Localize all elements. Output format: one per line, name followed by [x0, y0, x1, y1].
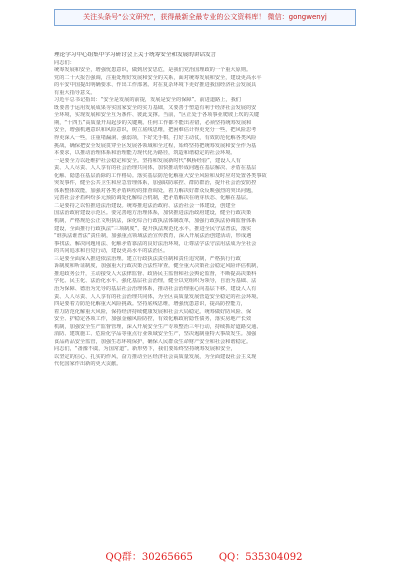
- text-line: 挑战，确保把安全发展贯穿全区发展各领域和全过程，始终坚持把统筹发展和安全作为基: [54, 142, 257, 149]
- top-banner: [54, 9, 356, 26]
- text-line: 责、人人尽责、人人享有的社会治理共同体，加快推动形成问题在基层解决、矛盾在基层: [54, 165, 257, 172]
- text-line: 得更深入一些，注重堵漏洞、强弱项，下好先手棋，打好主动仗，有效防范化解各类风险: [54, 135, 257, 142]
- text-line: 三是要全面深入推进依法治理。建立行政执法责任制和责任追究制，严格执行行政: [54, 255, 241, 262]
- text-line: 建设，全面推行行政执法“三项制度”，提升执法规范化水平，推进全民守法普法，落实: [54, 225, 252, 232]
- qq-group-text: QQ群：30265665: [105, 551, 193, 563]
- text-line: 的共同追求和自觉行动，建设更高水平的法治区。: [54, 248, 169, 255]
- text-line: 既要善于运用发展成果夯实国家安全的实力基础，又要善于塑造有利于经济社会发展的安: [54, 104, 257, 111]
- text-line: 事找法、解决问题用法、化解矛盾靠法的良好法治环境，让尊法学法守法用法成为全社会: [54, 240, 257, 247]
- text-line: 推进政务公开，主动接受人大法律监督、政协民主监督和社会舆论监督，不断提高决策科: [54, 270, 257, 277]
- text-line: 国法治政府建设示范区。要完善地方治理体系，加快推进法治政府建设，健全行政决策: [54, 210, 252, 217]
- text-line: 治为保障、德治为先导的基层社会治理体系，推动社会治理重心向基层下移，建设人人有: [54, 285, 257, 292]
- text-line: 学化、民主化、法治化水平。强化基层社会治理，健全以党组织为领导，自治为基础、法: [54, 278, 257, 285]
- text-line: 四是要着力防范化解重大风险挑战。坚持底线思维，增强忧患意识，提高防控能力，: [54, 301, 246, 308]
- text-line: 着力防范化解重大风险，保持经济持续健康发展和社会大局稳定。统筹做好防风险、保: [54, 308, 252, 315]
- text-line: 一是要全力以赴维护社会稳定和安全。坚持和发展新时代“枫桥经验”，建设人人有: [54, 157, 241, 164]
- text-line: 完善社会矛盾纠纷多元预防调处化解综合机制，把矛盾解决在萌芽状态、化解在基层。: [54, 195, 252, 202]
- text-line: 消防、建筑施工、危险化学品等重点行业领域安全生产，坚决遏制重特大事故发生。加强: [54, 331, 257, 338]
- text-line: 体系整体效能，加强对各类矛盾纠纷的排查调处，着力解决好群众反映强烈的突出问题，: [54, 187, 257, 194]
- text-line: 化解、隐患在基层消除的工作格局。落实基层防范化解重大安全风险和及时应对处置各类事故: [54, 172, 267, 179]
- banner-text: 关注头条号“公文研究”，获得最新全最专业的公文资料库！ 微信：gongwenyj: [83, 13, 327, 21]
- text-line: 诉制度和听证制度，加强重大行政决策合法性审查，健全重大决策社会稳定风险评估机制，: [54, 263, 262, 270]
- text-line: 安全、护稳定各项工作，加强金融风险防控，有效化解政府隐性债务，落实房地产长效: [54, 316, 252, 323]
- text-line: 食品药品安全监管，加强生态环境保护，确保人民群众生命财产安全和社会和谐稳定。: [54, 338, 252, 345]
- qq-text: QQ：535304092: [218, 551, 303, 563]
- text-line: 机制，严格规范公正文明执法，深化综合行政执法体制改革，加强行政执法协调监督体系: [54, 218, 257, 225]
- text-line: “谁执法谁普法”责任制，加强重点领域法治宣传教育，深入开展法治创建活动，形成遇: [54, 233, 252, 240]
- text-line: 责、人人尽责、人人享有的社会治理共同体，为全区高质量发展营造安全稳定的社会环境。: [54, 293, 262, 300]
- text-line: 机制，加强安全生产监督管理，深入开展安全生产专项整治三年行动，持续抓好道路交通、: [54, 323, 262, 330]
- text-line: 统筹发展和安全，增强忧患意识，做到居安思危，是我们党治国理政的一个重大原则。: [54, 67, 252, 74]
- text-line: 安全，增强机遇意识和风险意识，树立底线思维，把困难估计得更充分一些，把风险思考: [54, 127, 257, 134]
- text-line: 同志们，“备豫不虞，为国常道”。新形势下，我们要始终坚持统筹发展和安全，: [54, 346, 236, 353]
- salutation: 同志们：: [54, 59, 75, 66]
- document-title: 理论学习中心组集中学习研讨会上关于统筹安全和发展的讲话发言: [54, 52, 217, 58]
- text-line: 本要求，以推动治理体系和治理能力现代化为路径，筑造和谐稳定的社会环境。: [54, 150, 236, 157]
- text-line: 全环境，实现发展和安全互为条件、彼此支撑。当前，“区正处于各项事业爬坡上坎的关键: [54, 112, 260, 119]
- text-line: 以坚定的信心、扎实的作风，奋力推动全区经济社会高质量发展，为全面建设社会主义现: [54, 353, 257, 360]
- text-line: 有重大指导意义。: [54, 89, 96, 96]
- text-line: 习近平总书记指出：“安全是发展的前提，发展是安全的保障”。前进道路上，我们: [54, 97, 241, 104]
- document-body: [54, 52, 354, 530]
- footer-contact: [0, 545, 408, 565]
- text-line: 期，“十四五”高质量开局起步的关键期。任何工作都不能出差错，必须坚持统筹发展和: [54, 119, 252, 126]
- text-line: 党的二十大报告强调，注重处理好发展和安全的关系，面对统筹发展和安全，建设更高水平: [54, 74, 262, 81]
- text-line: 的平安中国提出明确要求、作出工作部署。对在复杂环境下更好推进我国经济社会发展具: [54, 82, 257, 89]
- text-line: 代化国家作出新的更大贡献。: [54, 361, 122, 368]
- text-line: 突发事件，健全公共卫生和应急管理体系，加强联防联控、群防群治，提升社会治安防控: [54, 180, 257, 187]
- text-line: 二是要持之以恒推进法治建设。统筹推进法治政府、法治社会一体建设，创建全: [54, 202, 236, 209]
